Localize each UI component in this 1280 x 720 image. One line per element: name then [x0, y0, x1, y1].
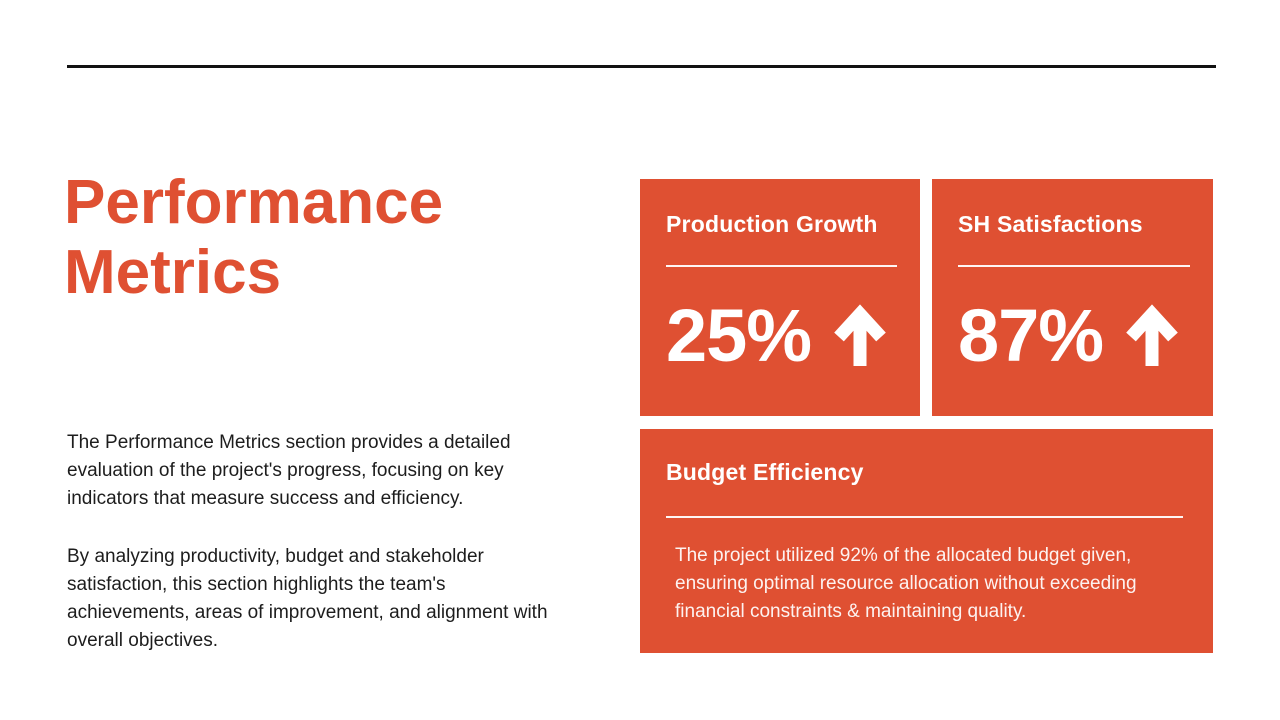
top-divider-rule [67, 65, 1216, 68]
page-title: Performance Metrics [64, 168, 444, 307]
card-divider-line [958, 265, 1190, 267]
metric-value: 25% [666, 294, 812, 377]
arrow-up-icon [1125, 303, 1179, 369]
intro-paragraph-2: By analyzing productivity, budget and stakeholder satisfaction, this section highlights the team's achievements, areas of improvement, and alignment with overall objectives. [67, 546, 548, 651]
metric-card-label: SH Satisfactions [958, 211, 1143, 237]
arrow-up-icon [833, 303, 887, 369]
metric-value: 87% [958, 294, 1104, 377]
intro-text-block [67, 429, 572, 655]
budget-efficiency-card [640, 429, 1213, 653]
metric-card-production-growth [640, 179, 920, 416]
intro-paragraph-1: The Performance Metrics section provides a detailed evaluation of the project's progress, focusing on key indicators that measure success and efficiency. [67, 432, 511, 509]
card-divider-line [666, 265, 897, 267]
metric-value-row [666, 294, 897, 377]
budget-card-label: Budget Efficiency [666, 459, 864, 485]
card-divider-line [666, 516, 1183, 518]
metric-card-sh-satisfactions [932, 179, 1213, 416]
metric-value-row [958, 294, 1190, 377]
metric-card-label: Production Growth [666, 211, 878, 237]
budget-card-description: The project utilized 92% of the allocated budget given, ensuring optimal resource allocation without exceeding financial constraints & maintaining quality. [675, 545, 1137, 622]
